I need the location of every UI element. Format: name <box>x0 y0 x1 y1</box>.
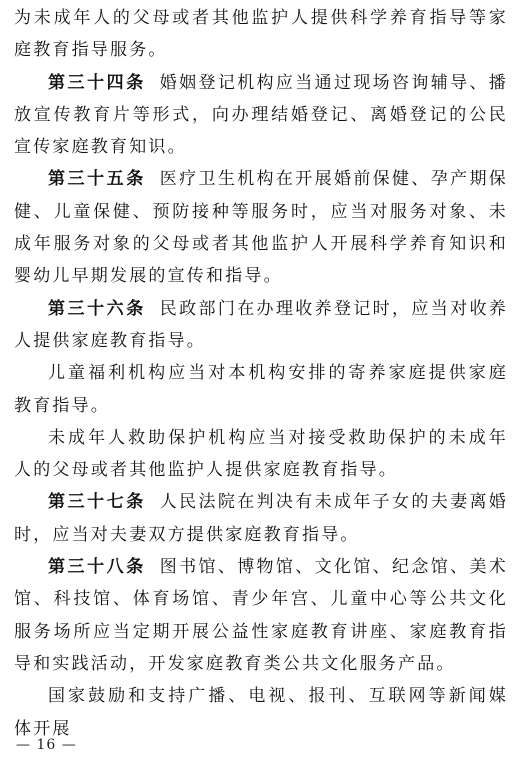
paragraph-text: 未成年人救助保护机构应当对接受救助保护的未成年人的父母或者其他监护人提供家庭教育指导。 <box>14 427 508 481</box>
paragraph <box>14 422 508 487</box>
paragraph <box>14 2 508 67</box>
article-number: 第三十四条 <box>48 72 146 93</box>
article-number: 第三十八条 <box>48 557 146 578</box>
article-37 <box>14 486 508 551</box>
article-35 <box>14 163 508 292</box>
paragraph <box>14 357 508 422</box>
paragraph <box>14 680 508 745</box>
paragraph-text: 为未成年人的父母或者其他监护人提供科学养育指导等家庭教育指导服务。 <box>14 8 508 61</box>
article-number: 第三十五条 <box>48 169 146 190</box>
paragraph-text: 图书馆、博物馆、文化馆、纪念馆、美术馆、科技馆、体育场馆、青少年宫、儿童中心等公共文化服务场所应当定期开展公益性家庭教育讲座、家庭教育指导和实践活动，开发家庭教育类公共文化服务产品。 <box>14 557 509 674</box>
paragraph-text: 婚姻登记机构应当通过现场咨询辅导、播放宣传教育片等形式，向办理结婚登记、离婚登记的公民宣传家庭教育知识。 <box>14 72 509 158</box>
article-number: 第三十六条 <box>48 298 146 319</box>
article-36 <box>14 293 508 358</box>
paragraph-text: 民政部门在办理收养登记时，应当对收养人提供家庭教育指导。 <box>14 298 509 351</box>
article-number: 第三十七条 <box>48 492 146 513</box>
article-34 <box>14 67 508 164</box>
paragraph-text: 儿童福利机构应当对本机构安排的寄养家庭提供家庭教育指导。 <box>14 363 508 416</box>
page-number: — 16 — <box>16 737 77 753</box>
article-38 <box>14 551 508 680</box>
paragraph-text: 医疗卫生机构在开展婚前保健、孕产期保健、儿童保健、预防接种等服务时，应当对服务对象、未成年服务对象的父母或者其他监护人开展科学养育知识和婴幼儿早期发展的宣传和指导。 <box>14 169 509 287</box>
document-body <box>14 2 508 745</box>
paragraph-text: 人民法院在判决有未成年子女的夫妻离婚时，应当对夫妻双方提供家庭教育指导。 <box>14 492 509 545</box>
paragraph-text: 国家鼓励和支持广播、电视、报刊、互联网等新闻媒体开展 <box>14 686 508 739</box>
